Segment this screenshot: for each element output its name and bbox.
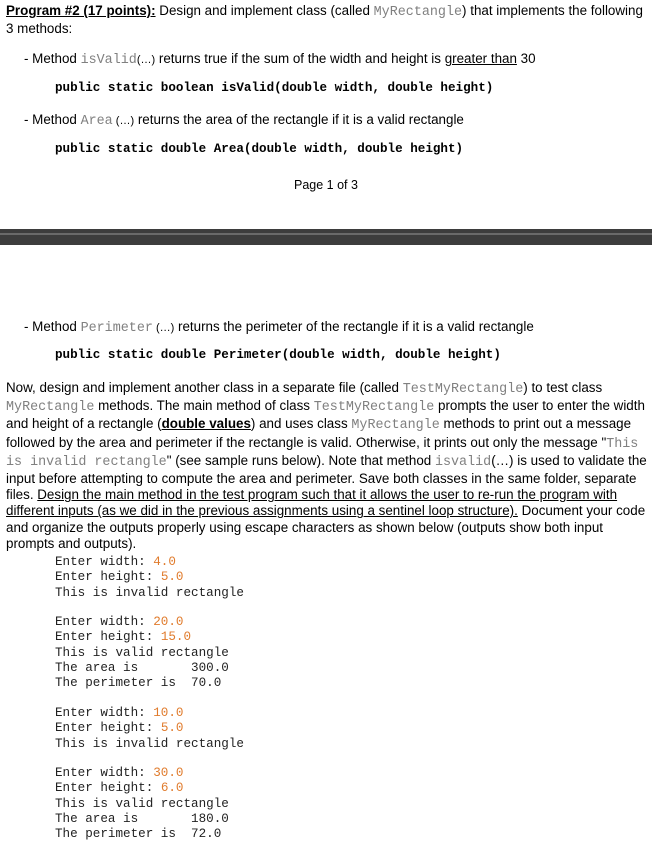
method-isvalid: - Method isValid(…) returns true if the sum of the width and height is greater than 30 (24, 51, 536, 68)
sample-run-3 (55, 706, 244, 752)
console-line: Enter height: 15.0 (55, 630, 192, 645)
signature-perimeter: public static double Perimeter(double width, double height) (55, 348, 501, 362)
console-line: Enter height: 6.0 (55, 781, 184, 796)
console-line: Enter width: 30.0 (55, 766, 184, 780)
console-line: The perimeter is 70.0 (55, 676, 222, 691)
console-line: This is valid rectangle (55, 645, 229, 660)
sample-run-1 (55, 555, 244, 601)
console-line: The area is 180.0 (55, 811, 229, 826)
signature-area: public static double Area(double width, double height) (55, 142, 464, 156)
signature-isvalid: public static boolean isValid(double width, double height) (55, 81, 494, 95)
console-line: This is valid rectangle (55, 796, 229, 811)
page-number: Page 1 of 3 (294, 178, 358, 192)
class-name: MyRectangle (373, 5, 463, 20)
sample-run-4 (55, 766, 229, 842)
page-divider (0, 229, 652, 245)
console-line: Enter height: 5.0 (55, 721, 184, 736)
console-line: Enter width: 20.0 (55, 615, 184, 629)
console-line: Enter height: 5.0 (55, 570, 184, 585)
console-line: Enter width: 4.0 (55, 555, 176, 569)
program-heading: Program #2 (17 points): (6, 3, 156, 18)
console-line: Enter width: 10.0 (55, 706, 184, 720)
console-line: The perimeter is 72.0 (55, 827, 222, 842)
assignment-intro: Program #2 (17 points): Design and implement class (called MyRectangle) that implements the following 3 methods: (6, 3, 643, 36)
console-line: The area is 300.0 (55, 660, 229, 675)
console-line: This is invalid rectangle (55, 736, 244, 751)
instructions-paragraph: Now, design and implement another class in a separate file (called TestMyRectangle) to test class MyRectangle methods. The main method of class TestMyRectangle prompts the user to enter the width and height of a rectangle (double values) and uses class MyRectangle methods to print out a message followed by the area and perimeter if the rectangle is valid. Otherwise, it prints out only the message "This is invalid rectangle" (see sample runs below). Note that method isvalid(…) is used to validate the input before attempting to compute the area and perimeter. Save both classes in the same folder, separate files. Design the main method in the test program such that it allows the user to re-run the program with different inputs (as we did in the previous assignments using a sentinel loop structure). Document your code and organize the outputs properly using escape characters as shown below (outputs show both input prompts and outputs). (6, 380, 647, 551)
sample-run-2 (55, 615, 229, 691)
method-perimeter: - Method Perimeter (…) returns the perimeter of the rectangle if it is a valid rectangle (24, 319, 534, 336)
console-line: This is invalid rectangle (55, 585, 244, 600)
method-area: - Method Area (…) returns the area of the rectangle if it is a valid rectangle (24, 112, 464, 129)
